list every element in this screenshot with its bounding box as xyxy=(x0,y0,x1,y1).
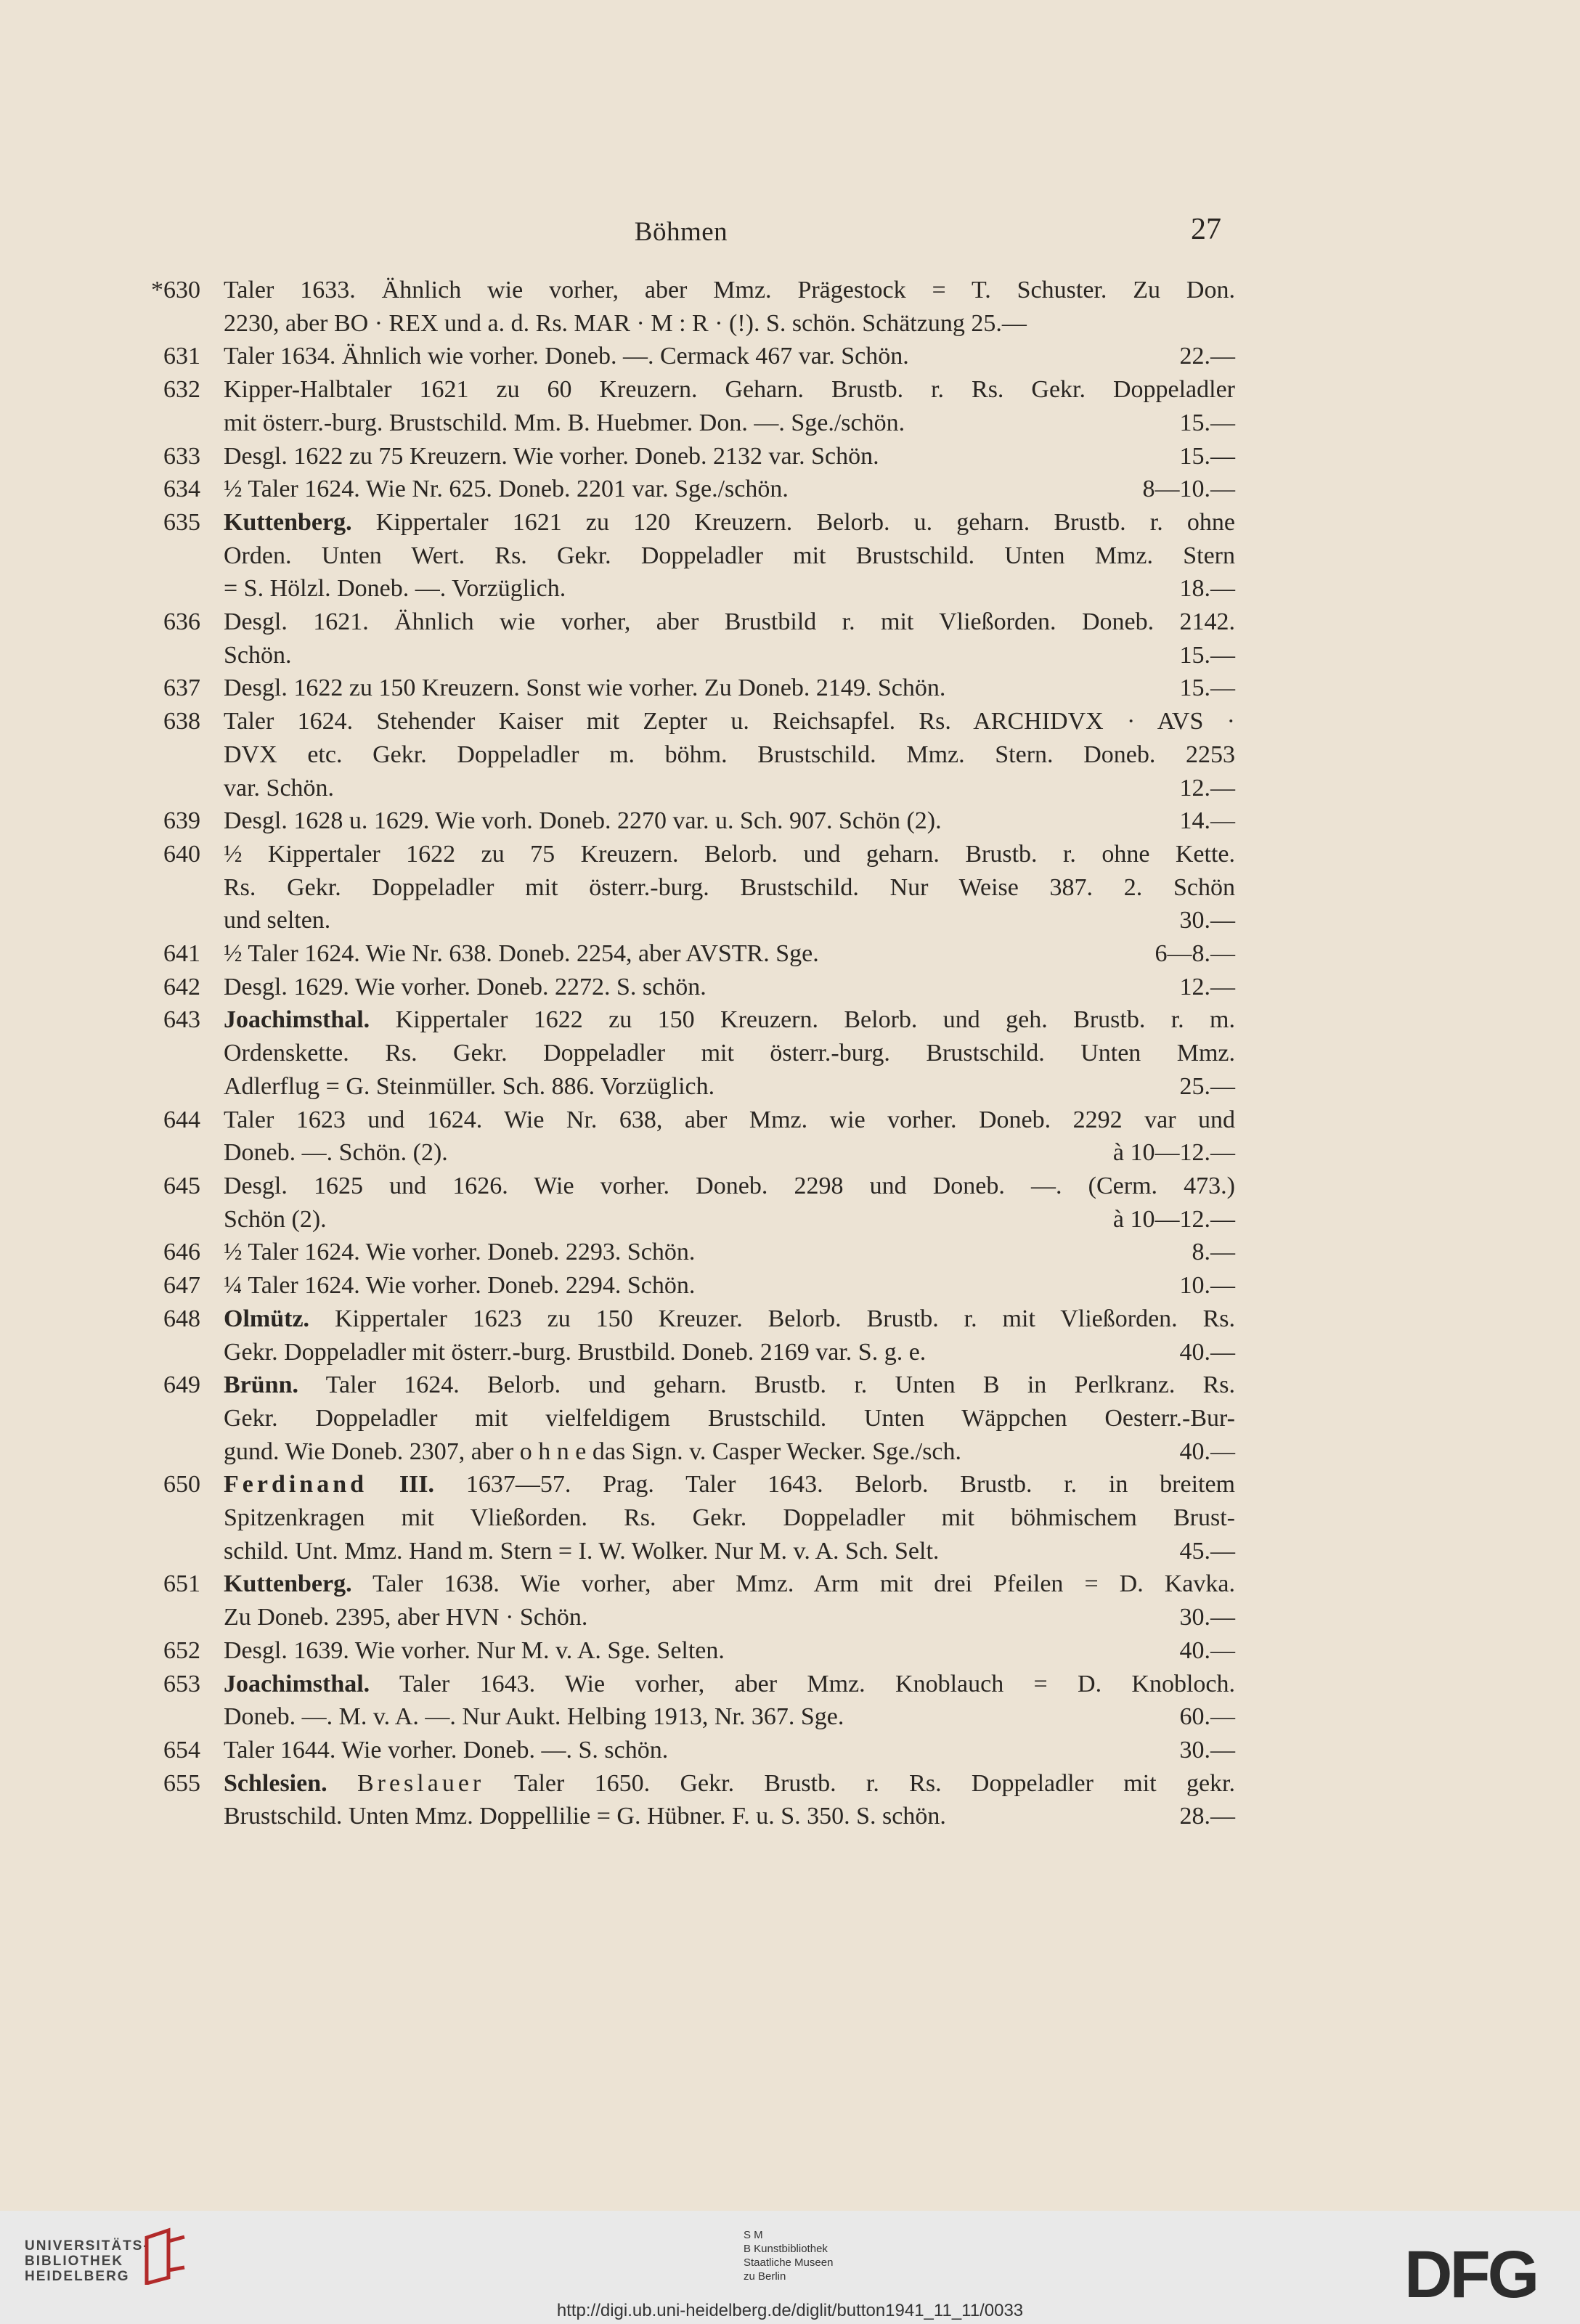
entry-price: 25.— xyxy=(1179,1072,1235,1100)
entry-line xyxy=(224,1104,1235,1137)
entry-price: 40.— xyxy=(1179,1338,1235,1366)
entry-price: 14.— xyxy=(1179,807,1235,835)
entry-price: 15.— xyxy=(1179,641,1235,669)
entry-line xyxy=(224,1302,1235,1336)
entry-text: Doneb. —. Schön. (2). xyxy=(224,1139,448,1167)
entry-text: Kippertaler 1621 zu 120 Kreuzern. Belorb. u. geharn. Brustb. r. ohne xyxy=(375,508,1235,536)
entry-price: 30.— xyxy=(1179,1736,1235,1764)
entry-number: 633 xyxy=(163,442,200,470)
library-mark-icon xyxy=(139,2227,190,2285)
entry-number: 653 xyxy=(163,1670,200,1697)
catalog-entry xyxy=(0,1003,1235,1103)
entry-text: Zu Doneb. 2395, aber HVN · Schön. xyxy=(224,1604,588,1631)
entry-text: DVX etc. Gekr. Doppeladler m. böhm. Brustschild. Mmz. Stern. Doneb. 2253 xyxy=(224,741,1235,768)
entry-price: 8.— xyxy=(1192,1239,1235,1266)
entry-number: 648 xyxy=(163,1305,200,1332)
entry-number: 634 xyxy=(163,476,200,503)
center-logo-line: S M xyxy=(744,2229,763,2241)
entry-heading: Brünn. xyxy=(224,1371,298,1399)
entry-number: 636 xyxy=(163,608,200,636)
library-logo-line: HEIDELBERG xyxy=(25,2269,130,2284)
entry-line xyxy=(224,871,1235,905)
entry-text: Kippertaler 1622 zu 150 Kreuzern. Belorb. und geh. Brustb. r. m. xyxy=(395,1006,1235,1034)
entry-line xyxy=(224,772,1235,805)
entry-number: 643 xyxy=(163,1006,200,1034)
entry-line xyxy=(224,1501,1235,1535)
catalog-entry xyxy=(0,1767,1235,1833)
entry-line xyxy=(224,373,1235,407)
catalog-entry xyxy=(0,1668,1235,1734)
entry-line xyxy=(224,506,1235,539)
entry-heading: Joachimsthal. xyxy=(224,1670,370,1697)
entry-price: 30.— xyxy=(1179,907,1235,934)
center-logo-line: B Kunstbibliothek xyxy=(744,2243,828,2255)
entry-number: 640 xyxy=(163,840,200,868)
entry-line xyxy=(224,1336,1235,1369)
entry-text: Ordenskette. Rs. Gekr. Doppeladler mit österr.-burg. Brustschild. Unten Mmz. xyxy=(224,1040,1235,1067)
entry-text: mit österr.-burg. Brustschild. Mm. B. Huebmer. Don. —. Sge./schön. xyxy=(224,409,905,436)
entry-line xyxy=(224,307,1235,341)
entry-text: Taler 1624. Belorb. und geharn. Brustb. r. Unten B in Perlkranz. Rs. xyxy=(325,1371,1235,1399)
entry-text: Taler 1624. Stehender Kaiser mit Zepter u. Reichsapfel. Rs. ARCHIDVX · AVS · xyxy=(224,708,1235,735)
entry-number: 649 xyxy=(163,1371,200,1399)
catalog-entry xyxy=(0,373,1235,439)
entry-text: Desgl. 1622 zu 150 Kreuzern. Sonst wie vorher. Zu Doneb. 2149. Schön. xyxy=(224,674,946,702)
entry-line xyxy=(224,639,1235,672)
entry-line xyxy=(224,1203,1235,1236)
entry-price: à 10—12.— xyxy=(1112,1205,1235,1233)
entry-line xyxy=(224,1767,1235,1801)
entry-line xyxy=(224,1535,1235,1568)
entry-text: Orden. Unten Wert. Rs. Gekr. Doppeladler mit Brustschild. Unten Mmz. Stern xyxy=(224,542,1235,569)
page-url[interactable]: http://digi.ub.uni-heidelberg.de/diglit/button1941_11_11/0033 xyxy=(556,2301,1024,2320)
entry-line xyxy=(224,1700,1235,1734)
catalog-entry xyxy=(0,1369,1235,1468)
entry-line xyxy=(224,407,1235,440)
entry-line xyxy=(224,340,1235,373)
entry-line xyxy=(224,705,1235,738)
catalog-entry xyxy=(0,672,1235,705)
entry-number: 638 xyxy=(163,708,200,735)
entry-number: 637 xyxy=(163,674,200,702)
entry-price: 30.— xyxy=(1179,1604,1235,1631)
entry-heading: Kuttenberg. xyxy=(224,1570,352,1598)
catalog-entry xyxy=(0,1567,1235,1634)
entry-line xyxy=(224,1003,1235,1037)
entry-spaced-word: Breslauer xyxy=(357,1769,485,1797)
entry-line xyxy=(224,838,1235,871)
catalog-entry xyxy=(0,971,1235,1004)
entry-price: 10.— xyxy=(1179,1272,1235,1300)
entry-price: à 10—12.— xyxy=(1112,1139,1235,1167)
entry-line xyxy=(224,738,1235,772)
entry-text: Desgl. 1622 zu 75 Kreuzern. Wie vorher. Doneb. 2132 var. Schön. xyxy=(224,442,879,470)
entry-text: = S. Hölzl. Doneb. —. Vorzüglich. xyxy=(224,575,566,603)
entry-number: 644 xyxy=(163,1106,200,1133)
catalog-entry xyxy=(0,274,1235,340)
entry-price: 22.— xyxy=(1179,343,1235,370)
entry-text: schild. Unt. Mmz. Hand m. Stern = I. W. Wolker. Nur M. v. A. Sch. Selt. xyxy=(224,1537,940,1565)
entry-text: Brustschild. Unten Mmz. Doppellilie = G. Hübner. F. u. S. 350. S. schön. xyxy=(224,1803,946,1830)
footer-bar xyxy=(0,2211,1580,2324)
entry-text: Kipper-Halbtaler 1621 zu 60 Kreuzern. Geharn. Brustb. r. Rs. Gekr. Doppeladler xyxy=(224,376,1235,404)
entry-price: 28.— xyxy=(1179,1803,1235,1830)
catalog-entry xyxy=(0,937,1235,971)
dfg-logo[interactable]: DFG xyxy=(1404,2238,1537,2312)
entry-line xyxy=(224,1070,1235,1104)
entry-price: 15.— xyxy=(1179,442,1235,470)
page-header xyxy=(0,212,1580,250)
entry-number: 641 xyxy=(163,940,200,968)
entry-text: Gekr. Doppeladler mit österr.-burg. Brustbild. Doneb. 2169 var. S. g. e. xyxy=(224,1338,927,1366)
entry-line xyxy=(224,1634,1235,1668)
entry-text: Taler 1644. Wie vorher. Doneb. —. S. schön. xyxy=(224,1736,669,1764)
entry-text: Taler 1643. Wie vorher, aber Mmz. Knoblauch = D. Knobloch. xyxy=(399,1670,1235,1697)
entry-text: Taler 1634. Ähnlich wie vorher. Doneb. —. Cermack 467 var. Schön. xyxy=(224,343,909,370)
catalog-entry xyxy=(0,606,1235,672)
entry-text: Desgl. 1628 u. 1629. Wie vorh. Doneb. 2270 var. u. Sch. 907. Schön (2). xyxy=(224,807,942,835)
entry-line xyxy=(224,1435,1235,1469)
entry-line xyxy=(224,606,1235,639)
entry-line xyxy=(224,1800,1235,1833)
entry-text: Desgl. 1621. Ähnlich wie vorher, aber Brustbild r. mit Vließorden. Doneb. 2142. xyxy=(224,608,1235,636)
catalog-entry xyxy=(0,1468,1235,1567)
entry-heading: Schlesien. xyxy=(224,1769,327,1797)
entry-line xyxy=(224,1601,1235,1634)
entry-price: 40.— xyxy=(1179,1636,1235,1664)
catalog-entry xyxy=(0,1302,1235,1369)
entry-heading: Kuttenberg. xyxy=(224,508,352,536)
entry-line xyxy=(224,904,1235,937)
entry-text: Rs. Gekr. Doppeladler mit österr.-burg. Brustschild. Nur Weise 387. 2. Schön xyxy=(224,873,1235,901)
catalog-entry xyxy=(0,473,1235,506)
entry-number: 639 xyxy=(163,807,200,835)
entry-price: 8—10.— xyxy=(1142,476,1235,503)
entry-price: 12.— xyxy=(1179,774,1235,802)
entry-text: ½ Taler 1624. Wie Nr. 638. Doneb. 2254, aber AVSTR. Sge. xyxy=(224,940,819,968)
entry-number: 652 xyxy=(163,1636,200,1664)
entry-text: ½ Taler 1624. Wie Nr. 625. Doneb. 2201 var. Sge./schön. xyxy=(224,476,789,503)
entry-number: 631 xyxy=(163,343,200,370)
entry-line xyxy=(224,672,1235,705)
entry-line xyxy=(224,572,1235,606)
entry-number: 651 xyxy=(163,1570,200,1598)
catalog-entry xyxy=(0,1734,1235,1767)
library-logo-line: UNIVERSITÄTS- xyxy=(25,2238,150,2254)
entry-text: Schön. xyxy=(224,641,292,669)
catalog-entry xyxy=(0,1634,1235,1668)
entry-number: *630 xyxy=(151,277,200,303)
entry-text: Desgl. 1639. Wie vorher. Nur M. v. A. Sge. Selten. xyxy=(224,1636,725,1664)
entry-number: 646 xyxy=(163,1239,200,1266)
entry-text: gund. Wie Doneb. 2307, aber o h n e das Sign. v. Casper Wecker. Sge./sch. xyxy=(224,1438,962,1465)
entry-text: ½ Kippertaler 1622 zu 75 Kreuzern. Belorb. und geharn. Brustb. r. ohne Kette. xyxy=(224,840,1235,868)
entry-heading: III. xyxy=(399,1471,435,1499)
entry-text: und selten. xyxy=(224,907,331,934)
catalog-entry xyxy=(0,506,1235,606)
entry-line xyxy=(224,937,1235,971)
catalog-entry xyxy=(0,705,1235,804)
entry-price: 15.— xyxy=(1179,674,1235,702)
entry-number: 654 xyxy=(163,1736,200,1764)
catalog-entry xyxy=(0,1170,1235,1236)
catalog-entry xyxy=(0,340,1235,373)
entry-number: 635 xyxy=(163,508,200,536)
center-logo-line: zu Berlin xyxy=(744,2270,786,2283)
entry-text: 2230, aber BO · REX und a. d. Rs. MAR · M : R · (!). S. schön. Schätzung 25.— xyxy=(224,309,1027,337)
entry-text: Doneb. —. M. v. A. —. Nur Aukt. Helbing 1913, Nr. 367. Sge. xyxy=(224,1703,844,1731)
entry-text: 1637—57. Prag. Taler 1643. Belorb. Brustb. r. in breitem xyxy=(465,1471,1236,1499)
entry-text: Kippertaler 1623 zu 150 Kreuzer. Belorb. Brustb. r. mit Vließorden. Rs. xyxy=(334,1305,1236,1332)
entry-line xyxy=(224,274,1235,307)
entry-text: Adlerflug = G. Steinmüller. Sch. 886. Vorzüglich. xyxy=(224,1072,715,1100)
entry-line xyxy=(224,1236,1235,1269)
entry-line xyxy=(224,1402,1235,1435)
entry-line xyxy=(224,1369,1235,1402)
entry-text: Desgl. 1629. Wie vorher. Doneb. 2272. S. schön. xyxy=(224,973,706,1000)
kunstbibliothek-logo[interactable] xyxy=(744,2228,833,2283)
entry-text: Spitzenkragen mit Vließorden. Rs. Gekr. Doppeladler mit böhmischem Brust- xyxy=(224,1504,1235,1532)
entry-line xyxy=(224,473,1235,506)
entry-heading: Joachimsthal. xyxy=(224,1006,370,1034)
entry-price: 15.— xyxy=(1179,409,1235,436)
running-title: Böhmen xyxy=(634,217,728,247)
entry-price: 60.— xyxy=(1179,1703,1235,1731)
entry-text: Taler 1650. Gekr. Brustb. r. Rs. Doppeladler mit gekr. xyxy=(513,1769,1236,1797)
university-library-logo[interactable] xyxy=(25,2238,150,2284)
catalog-entry xyxy=(0,804,1235,838)
entry-price: 6—8.— xyxy=(1155,940,1235,968)
catalog-entry xyxy=(0,1104,1235,1170)
entry-text: Taler 1638. Wie vorher, aber Mmz. Arm mit drei Pfeilen = D. Kavka. xyxy=(372,1570,1235,1598)
entry-line xyxy=(224,440,1235,473)
entry-price: 12.— xyxy=(1179,973,1235,1000)
entry-number: 645 xyxy=(163,1172,200,1199)
page-number: 27 xyxy=(1191,213,1221,246)
catalog-entry xyxy=(0,440,1235,473)
entry-number: 650 xyxy=(163,1471,200,1499)
entry-line xyxy=(224,1468,1235,1501)
entry-line xyxy=(224,971,1235,1004)
entry-price: 18.— xyxy=(1179,575,1235,603)
entry-line xyxy=(224,1734,1235,1767)
entry-text: Schön (2). xyxy=(224,1205,327,1233)
entry-line xyxy=(224,1170,1235,1203)
entry-number: 642 xyxy=(163,973,200,1000)
catalog-entries xyxy=(0,274,1580,1833)
entry-number: 655 xyxy=(163,1769,200,1797)
entry-number: 647 xyxy=(163,1272,200,1300)
entry-text: var. Schön. xyxy=(224,774,335,802)
entry-text: Desgl. 1625 und 1626. Wie vorher. Doneb. 2298 und Doneb. —. (Cerm. 473.) xyxy=(224,1172,1235,1199)
entry-line xyxy=(224,1668,1235,1701)
catalog-entry xyxy=(0,1269,1235,1302)
entry-line xyxy=(224,539,1235,573)
entry-line xyxy=(224,1567,1235,1601)
entry-price: 45.— xyxy=(1179,1537,1235,1565)
entry-text: ¼ Taler 1624. Wie vorher. Doneb. 2294. Schön. xyxy=(224,1272,696,1300)
entry-heading: Olmütz. xyxy=(224,1305,310,1332)
entry-price: 40.— xyxy=(1179,1438,1235,1465)
catalog-entry xyxy=(0,1236,1235,1269)
center-logo-line: Staatliche Museen xyxy=(744,2256,834,2269)
entry-ruler-name: Ferdinand xyxy=(224,1471,368,1499)
catalog-entry xyxy=(0,838,1235,937)
entry-text: Gekr. Doppeladler mit vielfeldigem Brustschild. Unten Wäppchen Oesterr.-Bur- xyxy=(224,1404,1235,1432)
entry-text: Taler 1623 und 1624. Wie Nr. 638, aber Mmz. wie vorher. Doneb. 2292 var und xyxy=(224,1106,1235,1133)
entry-line xyxy=(224,1037,1235,1070)
entry-text: Taler 1633. Ähnlich wie vorher, aber Mmz. Prägestock = T. Schuster. Zu Don. xyxy=(224,277,1235,303)
entry-text: ½ Taler 1624. Wie vorher. Doneb. 2293. Schön. xyxy=(224,1239,696,1266)
entry-line xyxy=(224,1136,1235,1170)
entry-number: 632 xyxy=(163,376,200,404)
entry-line xyxy=(224,1269,1235,1302)
entry-line xyxy=(224,804,1235,838)
library-logo-line: BIBLIOTHEK xyxy=(25,2254,124,2269)
